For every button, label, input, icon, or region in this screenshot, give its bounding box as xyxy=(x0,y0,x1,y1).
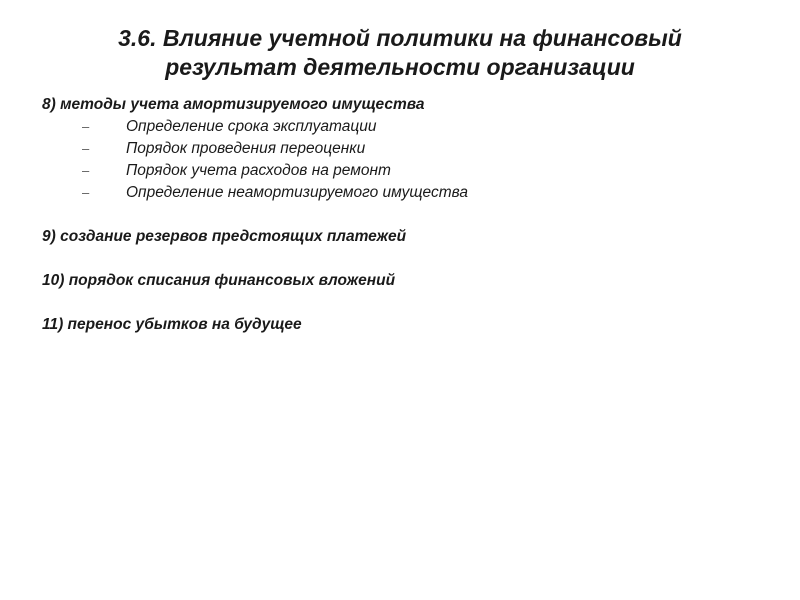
title-line-2: результат деятельности организации xyxy=(165,54,635,80)
list-item-text: Порядок проведения переоценки xyxy=(126,140,366,157)
list-item-text: Определение срока эксплуатации xyxy=(126,118,377,135)
list-item xyxy=(42,160,762,182)
list-item xyxy=(42,138,762,160)
section-heading-10: 10) порядок списания финансовых вложений xyxy=(42,272,396,289)
section-heading-8: 8) методы учета амортизируемого имущества xyxy=(42,96,425,113)
section-heading-9: 9) создание резервов предстоящих платежей xyxy=(42,228,407,245)
content-body xyxy=(42,94,762,336)
dash-bullet: – xyxy=(82,141,90,156)
page-title xyxy=(0,24,800,82)
dash-bullet: – xyxy=(82,119,90,134)
list-item-text: Порядок учета расходов на ремонт xyxy=(126,162,391,179)
sub-list-8 xyxy=(42,116,762,204)
list-item xyxy=(42,116,762,138)
dash-bullet: – xyxy=(82,185,90,200)
list-item-text: Определение неамортизируемого имущества xyxy=(126,184,469,201)
dash-bullet: – xyxy=(82,163,90,178)
list-item xyxy=(42,182,762,204)
section-heading-11: 11) перенос убытков на будущее xyxy=(42,316,302,333)
title-line-1: 3.6. Влияние учетной политики на финансовый xyxy=(118,25,682,51)
